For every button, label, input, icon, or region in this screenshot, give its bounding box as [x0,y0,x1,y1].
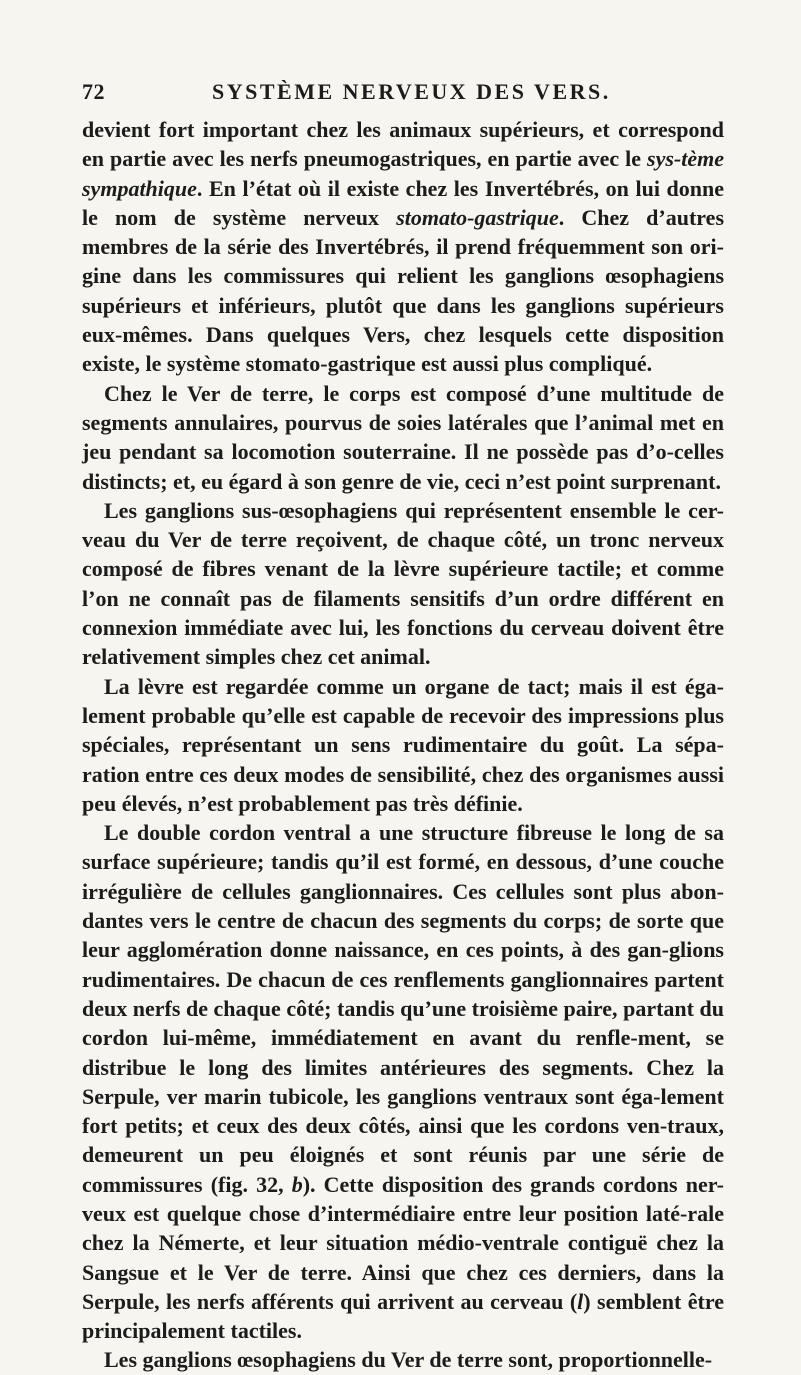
text-span: ). Cette disposition des grands cordons ner-veux est quelque chose d’intermédiaire entre leur position laté-rale chez la Némerte, et leur situation médio-ventrale contiguë chez la Sangsue et le Ver de terre. Ainsi que chez ces derniers, dans la Serpule, les nerfs afférents qui arrivent au cerveau ( [82,1171,724,1314]
paragraph [82,115,724,379]
body-text [82,115,724,1375]
italic-term: stomato-gastrique [396,204,559,230]
paragraph [82,818,724,1345]
paragraph [82,672,724,818]
text-span: Les ganglions œsophagiens du Ver de terre sont, proportionnelle- [104,1347,713,1373]
text-span: Le double cordon ventral a une structure fibreuse le long de sa surface supérieure; tandis qu’il est formé, en dessous, d’une couche irrégulière de cellules ganglionnaires. Ces cellules sont plus abon-dantes vers le centre de chacun des segments du corps; de sorte que leur agglomération donne naissance, en ces points, à des gan-glions rudimentaires. De chacun de ces renflements ganglionnaires partent deux nerfs de chaque côté; tandis qu’une troisième paire, partant du cordon lui-même, immédiatement en avant du renfle-ment, se distribue le long des limites antérieures des segments. Chez la Serpule, ver marin tubicole, les ganglions ventraux sont éga-lement fort petits; et ceux des deux côtés, ainsi que les cordons ven-traux, demeurent un peu éloignés et sont réunis par une série de commissures (fig. 32, [82,820,724,1197]
text-span: Chez le Ver de terre, le corps est composé d’une multitude de segments annulaires, pourvus de soies latérales que l’animal met en jeu pendant sa locomotion souterraine. Il ne possède pas d’o-celles distincts; et, eu égard à son genre de vie, ceci n’est point surprenant. [82,380,724,494]
page-number: 72 [82,79,105,104]
paragraph [82,379,724,496]
text-span: La lèvre est regardée comme un organe de tact; mais il est éga-lement probable qu’elle est capable de recevoir des impressions plus spéciales, représentant un sens rudimentaire du goût. La sépa-ration entre ces deux modes de sensibilité, chez des organismes aussi peu élevés, n’est probablement pas très définie. [82,673,724,816]
italic-term: b [291,1171,303,1197]
italic-term: l [577,1288,584,1314]
text-span: devient fort important chez les animaux supérieurs, et correspond en partie avec les nerfs pneumogastriques, en partie avec le [82,117,724,172]
text-span: ) semblent être principalement tactiles. [82,1288,724,1344]
italic-term: sys-tème sympathique [82,146,724,201]
text-span: . Chez d’autres membres de la série des Invertébrés, il prend fréquemment son ori-gine dans les commissures qui relient les ganglions œsophagiens supérieurs et inférieurs, plutôt que dans les ganglions supérieurs eux-mêmes. Dans quelques Vers, chez lesquels cette disposition existe, le système stomato-gastrique est aussi plus compliqué. [82,204,725,377]
running-head [82,79,722,105]
text-span: . En l’état où il existe chez les Invertébrés, on lui donne le nom de système nerveux [82,175,724,230]
paragraph [82,1345,724,1374]
text-span: Les ganglions sus-œsophagiens qui représentent ensemble le cer-veau du Ver de terre reçoivent, de chaque côté, un tronc nerveux composé de fibres venant de la lèvre supérieure tactile; et comme l’on ne connaît pas de filaments sensitifs d’un ordre différent en connexion immédiate avec lui, les fonctions du cerveau doivent être relativement simples chez cet animal. [82,497,724,670]
running-title: SYSTÈME NERVEUX DES VERS. [212,79,611,104]
paragraph [82,496,724,672]
